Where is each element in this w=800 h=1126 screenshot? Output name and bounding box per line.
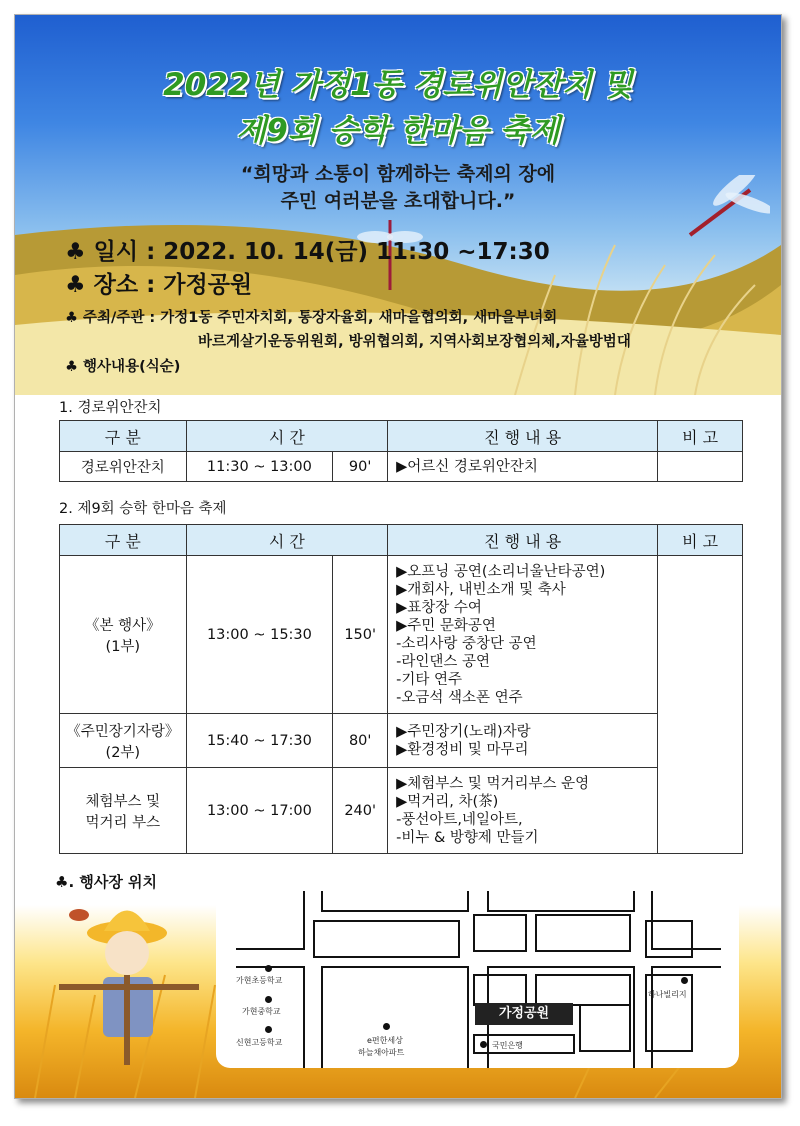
row-duration: 80' — [333, 714, 388, 768]
row-category: 경로위안잔치 — [60, 452, 187, 482]
row-content: ▶어르신 경로위안잔치 — [388, 452, 658, 482]
header-time: 시 간 — [186, 525, 388, 556]
invitation-subtitle — [15, 161, 781, 215]
content-item: ▶오프닝 공연(소리너울난타공연) — [396, 563, 606, 580]
map-marker-icon — [383, 1023, 390, 1030]
content-item: ▶체험부스 및 먹거리부스 운영 — [396, 775, 590, 792]
map-marker-icon — [480, 1041, 487, 1048]
table-row — [60, 452, 743, 482]
map-marker-icon — [265, 965, 272, 972]
content-item: -풍선아트,네일아트, — [396, 811, 523, 828]
section1-title: 1. 경로위안잔치 — [59, 400, 162, 416]
content-item: -소리사랑 중창단 공연 — [396, 635, 537, 652]
category-line2: (1부) — [105, 638, 141, 655]
category-line1: 체험부스 및 — [85, 793, 161, 810]
row-time: 13:00 ~ 15:30 — [186, 556, 333, 714]
content-item: ▶주민 문화공연 — [396, 617, 496, 634]
category-line1: 《주민장기자랑》 — [66, 723, 180, 740]
header-category: 구 분 — [60, 525, 187, 556]
location-map — [216, 871, 739, 1068]
category-line2: 먹거리 부스 — [85, 814, 161, 831]
subtitle-line1: “희망과 소통이 함께하는 축제의 장에 — [240, 163, 556, 185]
landmark-label: 신현고등학교 — [236, 1038, 283, 1047]
section2-table — [59, 524, 743, 854]
content-item: ▶개회사, 내빈소개 및 축사 — [396, 581, 566, 598]
row-time: 11:30 ~ 13:00 — [186, 452, 333, 482]
landmark-label: 가현초등학교 — [236, 976, 283, 985]
landmark-label: 하늘채아파트 — [358, 1048, 405, 1057]
event-place: ♣ 장소 : 가정공원 — [65, 272, 253, 298]
header-time: 시 간 — [186, 421, 387, 452]
content-item: -비누 & 방향제 만들기 — [396, 829, 539, 846]
content-item: ▶주민장기(노래)자랑 — [396, 723, 531, 740]
table-header-row — [60, 421, 743, 452]
poster-title-line2: 제9회 승학 한마음 축제 — [236, 113, 560, 149]
content-item: ▶표창장 수여 — [396, 599, 482, 616]
park-label: 가정공원 — [475, 1003, 573, 1025]
content-item: ▶환경정비 및 마무리 — [396, 741, 529, 758]
table-header-row — [60, 525, 743, 556]
map-marker-icon — [681, 977, 688, 984]
content-item: -오금석 색소폰 연주 — [396, 689, 523, 706]
scarecrow-illustration — [49, 895, 209, 1065]
row-content — [388, 768, 658, 854]
header-note: 비 고 — [658, 525, 743, 556]
table-row — [60, 714, 743, 768]
row-time: 15:40 ~ 17:30 — [186, 714, 333, 768]
subtitle-line2: 주민 여러분을 초대합니다.” — [280, 190, 516, 212]
location-label: ♣. 행사장 위치 — [55, 873, 158, 891]
header-content: 진 행 내 용 — [388, 525, 658, 556]
landmark-label: 가현중학교 — [242, 1007, 281, 1016]
row-content — [388, 556, 658, 714]
content-item: -라인댄스 공연 — [396, 653, 491, 670]
header-content: 진 행 내 용 — [388, 421, 658, 452]
row-note — [658, 452, 743, 482]
row-content — [388, 714, 658, 768]
category-line1: 《본 행사》 — [84, 617, 161, 634]
row-duration: 90' — [333, 452, 388, 482]
section1-table — [59, 420, 743, 482]
row-category — [60, 714, 187, 768]
event-hosts: ♣ 주최/주관 : 가정1동 주민자치회, 통장자율회, 새마을협의회, 새마을부녀회 — [65, 310, 558, 326]
map-marker-icon — [265, 996, 272, 1003]
table-row — [60, 768, 743, 854]
program-label: ♣ 행사내용(식순) — [65, 359, 181, 375]
header-note: 비 고 — [658, 421, 743, 452]
poster-title-line1: 2022년 가정1동 경로위안잔치 및 — [163, 67, 633, 103]
landmark-label: e편한세상 — [367, 1036, 403, 1045]
landmark-label: 하나빌리지 — [648, 990, 687, 999]
row-time: 13:00 ~ 17:00 — [186, 768, 333, 854]
map-marker-icon — [265, 1026, 272, 1033]
landmark-label: 국민은행 — [492, 1041, 523, 1050]
row-duration: 240' — [333, 768, 388, 854]
content-item: ▶먹거리, 차(茶) — [396, 793, 499, 810]
row-duration: 150' — [333, 556, 388, 714]
festival-poster — [14, 14, 782, 1099]
row-category — [60, 556, 187, 714]
header-category: 구 분 — [60, 421, 187, 452]
category-line2: (2부) — [105, 744, 141, 761]
section2-title: 2. 제9회 승학 한마음 축제 — [59, 501, 227, 517]
row-note — [658, 556, 743, 854]
event-date: ♣ 일시 : 2022. 10. 14(금) 11:30 ~17:30 — [65, 239, 550, 265]
event-hosts-continued: 바르게살기운동위원회, 방위협의회, 지역사회보장협의체,자율방범대 — [198, 334, 631, 350]
row-category — [60, 768, 187, 854]
content-item: -기타 연주 — [396, 671, 462, 688]
table-row — [60, 556, 743, 714]
